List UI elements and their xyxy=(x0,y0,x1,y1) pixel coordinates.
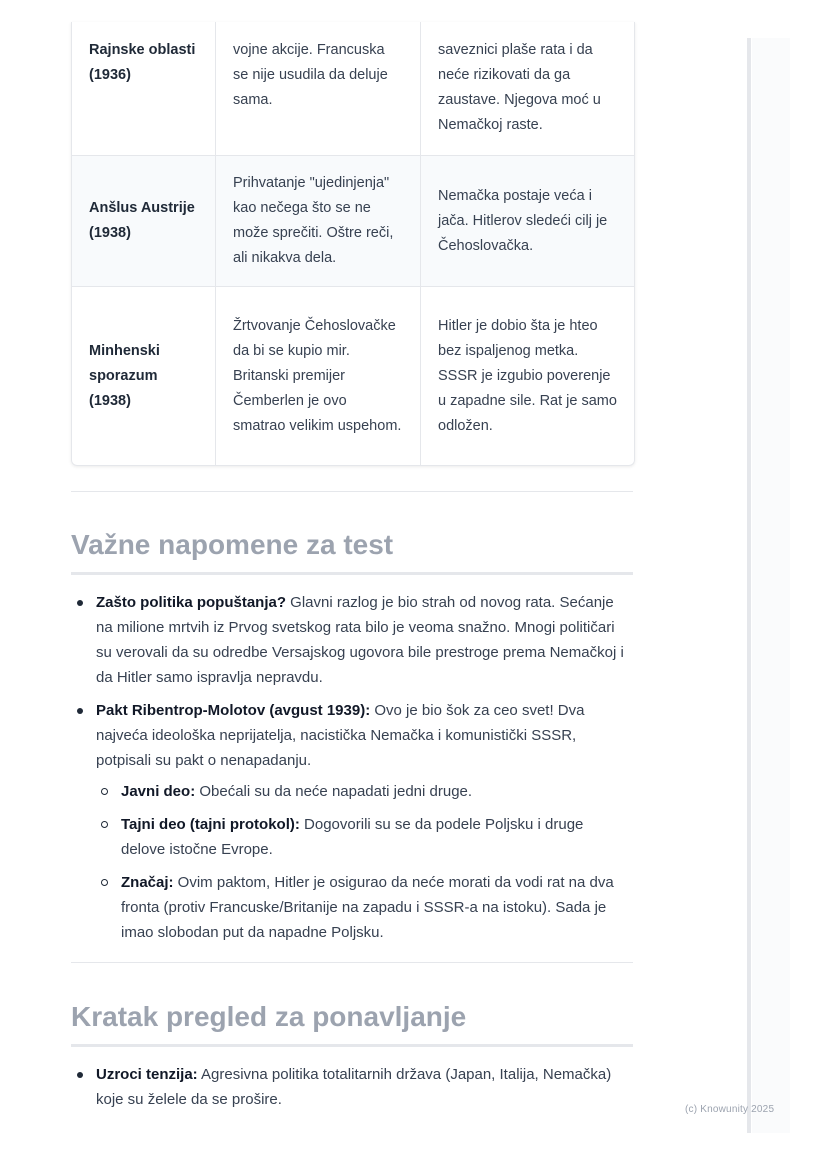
sub-list-item xyxy=(96,779,631,804)
table-row xyxy=(72,286,634,465)
list-item-label: Uzroci tenzija: xyxy=(96,1066,198,1083)
table-cell-reaction: Žrtvovanje Čehoslovačke da bi se kupio mir. Britanski premijer Čemberlen je ovo smatrao velikim uspehom. xyxy=(216,287,421,465)
sub-list-item xyxy=(96,812,631,862)
table-row xyxy=(72,22,634,155)
summary-list xyxy=(71,1062,631,1120)
list-item xyxy=(71,1062,631,1112)
table-cell-consequence: Nemačka postaje veća i jača. Hitlerov sledeći cilj je Čehoslovačka. xyxy=(438,187,608,254)
sidebar-divider xyxy=(747,38,751,1133)
notes-list xyxy=(71,590,631,953)
sub-item-text: Dogovorili su se da podele Poljsku i druge delove istočne Evrope. xyxy=(121,816,584,858)
table-cell-reaction: vojne akcije. Francuska se nije usudila da deluje sama. xyxy=(216,22,421,155)
sub-item-text: Obećali su da neće napadati jedni druge. xyxy=(195,783,473,800)
table-cell-reaction: Prihvatanje "ujedinjenja" kao nečega što se ne može sprečiti. Oštre reči, ali nikakva dela. xyxy=(216,156,421,286)
sub-item-label: Tajni deo (tajni protokol): xyxy=(121,816,300,833)
list-item-text: Agresivna politika totalitarnih država (Japan, Italija, Nemačka) koje su želele da se prošire. xyxy=(96,1066,612,1108)
section-heading: Važne napomene za test xyxy=(71,528,633,575)
list-item-text: Glavni razlog je bio strah od novog rata. Sećanje na milione mrtvih iz Prvog svetskog rata bilo je veoma snažno. Mnogi političari su verovali da su odredbe Versajskog ugovora bile prestroge prema Nemačkoj i da Hitler samo ispravlja nepravdu. xyxy=(96,594,624,686)
sub-list-item xyxy=(96,870,631,945)
section-divider xyxy=(71,491,633,492)
table-cell-event: Minhenski sporazum (1938) xyxy=(72,287,216,465)
table-cell-consequence: Hitler je dobio šta je hteo bez ispaljenog metka. SSSR je izgubio poverenje u zapadne sile. Rat je samo odložen. xyxy=(438,317,617,434)
sub-list xyxy=(96,779,631,945)
list-item-label: Pakt Ribentrop-Molotov (avgust 1939): xyxy=(96,702,371,719)
list-item-text: Ovo je bio šok za ceo svet! Dva najveća ideološka neprijatelja, nacistička Nemačka i komunistički SSSR, potpisali su pakt o nenapadanju. xyxy=(96,702,585,769)
section-heading: Kratak pregled za ponavljanje xyxy=(71,1000,633,1047)
list-item xyxy=(71,698,631,945)
table-row xyxy=(72,155,634,286)
table-cell-event: Anšlus Austrije (1938) xyxy=(72,156,216,286)
sidebar-panel xyxy=(752,38,790,1133)
comparison-table xyxy=(71,22,635,466)
table-cell-event: Rajnske oblasti (1936) xyxy=(72,22,216,155)
list-item-label: Zašto politika popuštanja? xyxy=(96,594,287,611)
table-cell-consequence: saveznici plaše rata i da neće rizikovati da ga zaustave. Njegova moć u Nemačkoj raste. xyxy=(438,42,601,133)
list-item xyxy=(71,590,631,690)
footer-copyright: (c) Knowunity 2025 xyxy=(685,1104,775,1115)
sub-item-text: Ovim paktom, Hitler je osigurao da neće morati da vodi rat na dva fronta (protiv Francuske/Britanije na zapadu i SSSR-a na istoku). Sada je imao slobodan put da napadne Poljsku. xyxy=(121,874,614,941)
section-divider xyxy=(71,962,633,963)
sub-item-label: Značaj: xyxy=(121,874,174,891)
sub-item-label: Javni deo: xyxy=(121,783,196,800)
